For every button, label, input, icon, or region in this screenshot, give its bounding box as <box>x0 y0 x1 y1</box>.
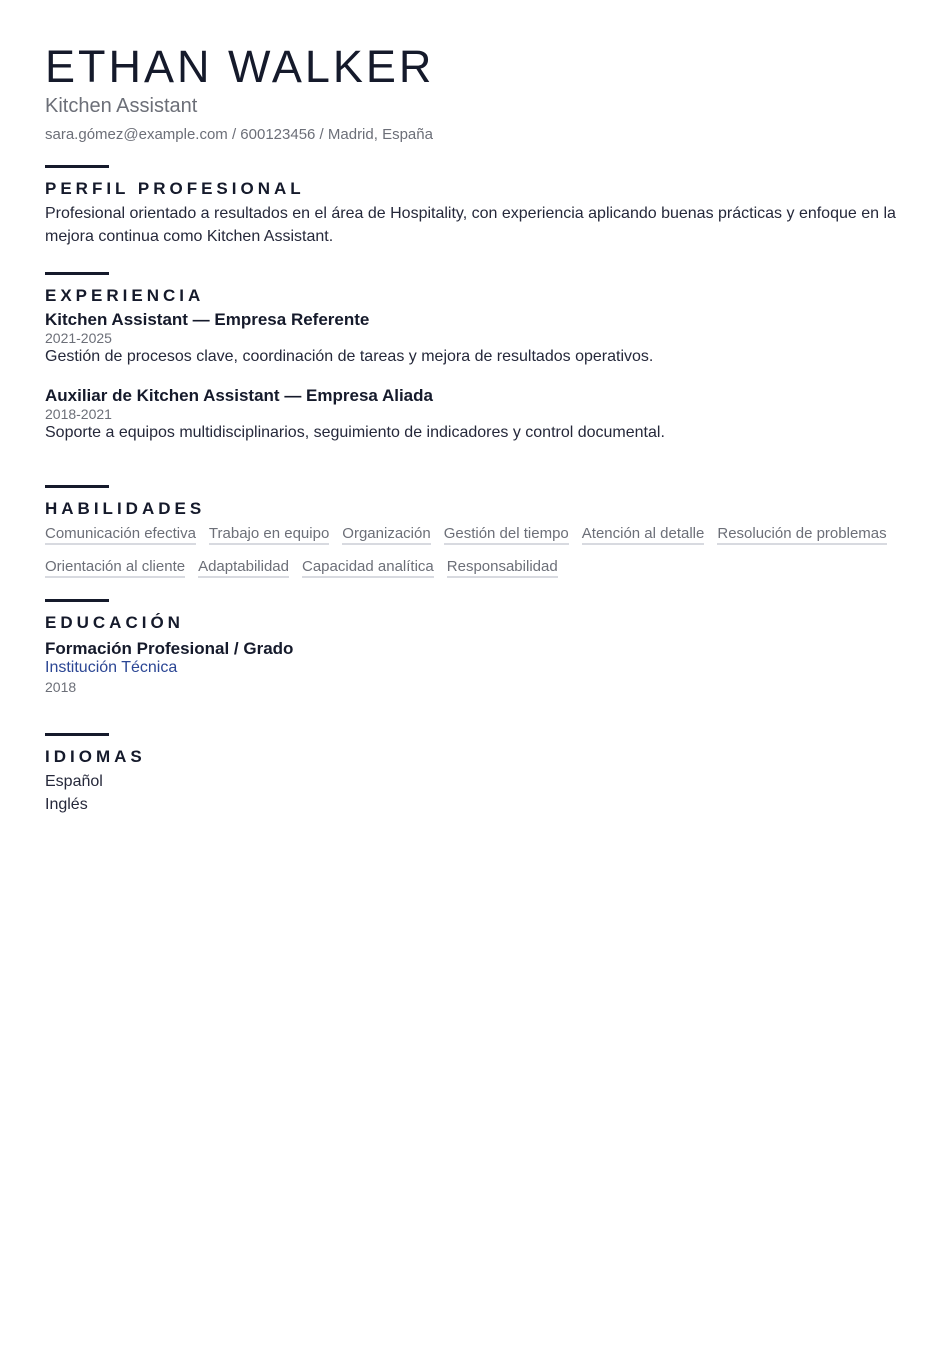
languages-heading: IDIOMAS <box>45 747 146 766</box>
job-title: Auxiliar de Kitchen Assistant — Empresa Aliada <box>45 386 433 405</box>
skill-tag: Atención al detalle <box>582 525 705 545</box>
job-entry <box>45 310 907 367</box>
education-institution: Institución Técnica <box>45 659 178 676</box>
languages-list <box>45 770 907 816</box>
job-dates: 2018-2021 <box>45 406 112 422</box>
candidate-role: Kitchen Assistant <box>45 95 198 117</box>
skill-tag: Organización <box>342 525 430 545</box>
skill-tag: Comunicación efectiva <box>45 525 196 545</box>
education-section <box>45 599 907 697</box>
skills-section <box>45 485 907 578</box>
language-item: Español <box>45 773 103 790</box>
experience-heading: EXPERIENCIA <box>45 286 205 305</box>
job-description: Soporte a equipos multidisciplinarios, seguimiento de indicadores y control documental. <box>45 424 665 441</box>
language-item: Inglés <box>45 796 88 813</box>
skill-tag: Responsabilidad <box>447 558 558 578</box>
experience-section <box>45 272 907 443</box>
education-heading: EDUCACIÓN <box>45 613 184 632</box>
job-title: Kitchen Assistant — Empresa Referente <box>45 310 370 329</box>
section-divider <box>45 485 109 488</box>
education-degree: Formación Profesional / Grado <box>45 639 294 658</box>
profile-text: Profesional orientado a resultados en el área de Hospitality, con experiencia aplicando buenas prácticas y enfoque en la mejora continua como Kitchen Assistant. <box>45 205 896 245</box>
section-divider <box>45 165 109 168</box>
skills-heading: HABILIDADES <box>45 499 206 518</box>
candidate-name: ETHAN WALKER <box>45 41 435 92</box>
skill-tag: Gestión del tiempo <box>444 525 569 545</box>
section-divider <box>45 733 109 736</box>
skill-tag: Trabajo en equipo <box>209 525 329 545</box>
section-divider <box>45 599 109 602</box>
education-year: 2018 <box>45 679 77 695</box>
profile-heading: PERFIL PROFESIONAL <box>45 179 305 198</box>
profile-section <box>45 165 907 248</box>
languages-section <box>45 733 907 816</box>
contact-line: sara.gómez@example.com / 600123456 / Madrid, España <box>45 126 433 143</box>
skill-tag: Orientación al cliente <box>45 558 185 578</box>
job-dates: 2021-2025 <box>45 330 112 346</box>
skills-list <box>45 525 905 578</box>
job-entry <box>45 386 907 443</box>
job-description: Gestión de procesos clave, coordinación de tareas y mejora de resultados operativos. <box>45 348 654 365</box>
education-entry <box>45 639 907 697</box>
section-divider <box>45 272 109 275</box>
skill-tag: Adaptabilidad <box>198 558 289 578</box>
skill-tag: Capacidad analítica <box>302 558 434 578</box>
skill-tag: Resolución de problemas <box>717 525 886 545</box>
